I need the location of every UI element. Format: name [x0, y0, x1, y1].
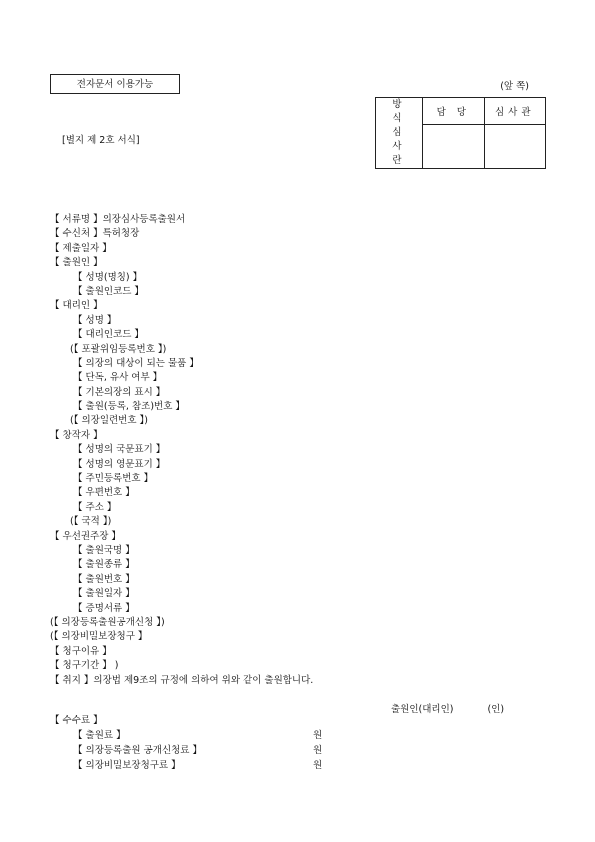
field-agent-name: 【 성명 】	[73, 314, 117, 326]
field-creator-korean-name: 【 성명의 국문표기 】	[73, 444, 166, 456]
field-applicant-name: 【 성명(명칭) 】	[73, 271, 143, 283]
field-agent-code: 【 대리인코드 】	[73, 329, 144, 341]
field-priority-date: 【 출원일자 】	[73, 588, 135, 600]
form-number: [별지 제 2호 서식]	[62, 135, 140, 146]
fee-label: 【 의장비밀보장청구료 】	[73, 760, 181, 771]
field-priority-claim: 【 우선권주장 】	[50, 530, 121, 542]
field-purpose: 【 취지 】의장법 제9조의 규정에 의하여 위와 같이 출원합니다.	[50, 674, 314, 686]
method-review-cell: 방 식 심 사 란	[376, 98, 423, 169]
field-recipient: 【 수신처 】특허청장	[50, 228, 140, 240]
fee-label: 【 출원료 】	[73, 730, 126, 741]
field-certificate: 【 증명서류 】	[73, 602, 135, 614]
field-design-article: 【 의장의 대상이 되는 물품 】	[73, 357, 199, 369]
field-postal-code: 【 우편번호 】	[73, 487, 135, 499]
field-agent: 【 대리인 】	[50, 300, 103, 312]
fee-row	[50, 743, 350, 758]
electronic-document-label: 전자문서 이용가능	[50, 74, 180, 94]
field-applicant-code: 【 출원인코드 】	[73, 285, 144, 297]
field-design-serial: (【 의장일련번호 】)	[70, 415, 149, 427]
fee-row	[50, 728, 350, 743]
field-creator: 【 창작자 】	[50, 429, 103, 441]
field-priority-country: 【 출원국명 】	[73, 544, 135, 556]
fees-section	[50, 713, 350, 773]
fee-unit: 원	[313, 730, 323, 741]
fees-title: 【 수수료 】	[50, 715, 103, 726]
field-applicant: 【 출원인 】	[50, 257, 103, 269]
field-document-name: 【 서류명 】의장심사등록출원서	[50, 214, 186, 225]
approval-signature-examiner	[484, 125, 546, 169]
fee-row	[50, 758, 350, 773]
field-request-period: 【 청구기간 】 )	[50, 660, 119, 672]
approval-signature-staff	[423, 125, 485, 169]
field-priority-number: 【 출원번호 】	[73, 573, 135, 585]
approval-col-examiner: 심사관	[484, 98, 546, 125]
signature-applicant-label: 출원인(대리인)	[391, 704, 454, 715]
field-secrecy-request: (【 의장비밀보장청구 】	[50, 631, 148, 643]
fee-label: 【 의장등록출원 공개신청료 】	[73, 745, 203, 756]
field-submission-date: 【 제출일자 】	[50, 242, 112, 254]
field-application-number: 【 출원(등록, 참조)번호 】	[73, 401, 185, 413]
seal-mark: (인)	[487, 704, 505, 715]
approval-box	[375, 97, 546, 169]
field-request-reason: 【 청구이유 】	[50, 645, 112, 657]
applicant-signature	[391, 701, 504, 715]
field-general-power-number: (【 포괄위임등록번호 】)	[70, 343, 167, 355]
approval-col-staff: 담 당	[423, 98, 485, 125]
field-publication-request: (【 의장등록출원공개신청 】)	[50, 616, 165, 628]
application-fields	[50, 213, 313, 688]
field-resident-number: 【 주민등록번호 】	[73, 473, 154, 485]
field-creator-english-name: 【 성명의 영문표기 】	[73, 458, 166, 470]
field-single-similar: 【 단독, 유사 여부 】	[73, 372, 163, 384]
front-page-label: (앞 쪽)	[500, 81, 529, 92]
field-nationality: (【 국적 】)	[70, 516, 112, 528]
field-address: 【 주소 】	[73, 501, 117, 513]
field-basic-design: 【 기본의장의 표시 】	[73, 386, 166, 398]
fee-unit: 원	[313, 745, 323, 756]
field-priority-type: 【 출원종류 】	[73, 559, 135, 571]
fee-unit: 원	[313, 760, 323, 771]
